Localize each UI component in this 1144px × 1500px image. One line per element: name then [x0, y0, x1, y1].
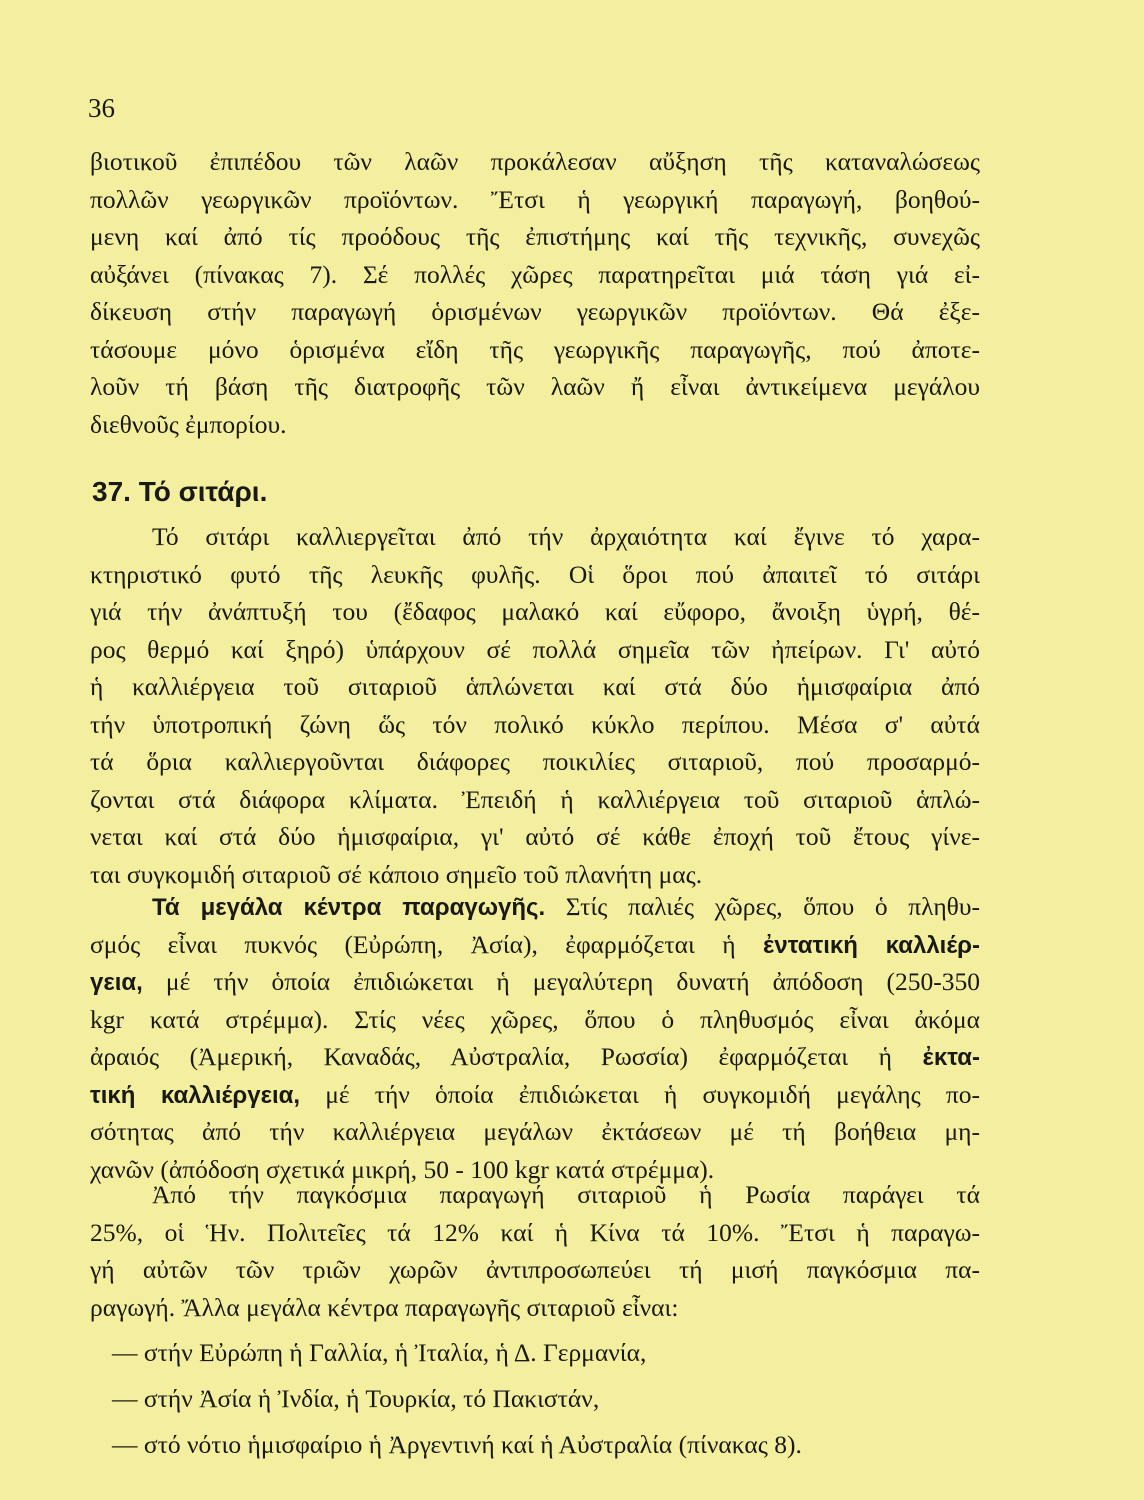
- text-line: γιά τήν ἀνάπτυξή του (ἔδαφος μαλακό καί εὔφορο, ἄνοιξη ὑγρή, θέ-: [90, 597, 980, 626]
- world-production-paragraph: [90, 1176, 980, 1326]
- list-item: — στό νότιο ἡμισφαίριο ἡ Ἀργεντινή καί ἡ Αὐστραλία (πίνακας 8).: [112, 1430, 802, 1459]
- text-line: γή αὐτῶν τῶν τριῶν χωρῶν ἀντιπροσωπεύει τή μισή παγκόσμια πα-: [90, 1255, 980, 1284]
- text-line: λοῦν τή βάση τῆς διατροφῆς τῶν λαῶν ἤ εἶναι ἀντικείμενα μεγάλου: [90, 372, 980, 401]
- bold-term: ἐντατική καλλιέρ-: [763, 931, 980, 959]
- text-line: 25%, οἱ Ἡν. Πολιτεῖες τά 12% καί ἡ Κίνα τά 10%. Ἔτσι ἡ παραγω-: [90, 1217, 980, 1247]
- text-run: μέ τήν ὁποία ἐπιδιώκεται ἡ μεγαλύτερη δυνατή ἀπόδοση (250-350: [142, 967, 980, 996]
- text-line: [90, 963, 980, 1001]
- text-line: διεθνοῦς ἐμπορίου.: [90, 409, 287, 439]
- section-heading: 37. Τό σιτάρι.: [92, 476, 268, 507]
- text-line: [90, 1038, 980, 1076]
- production-paragraph: [90, 888, 980, 1188]
- text-line: τά ὅρια καλλιεργοῦνται διάφορες ποικιλίες σιταριοῦ, πού προσαρμό-: [90, 747, 980, 776]
- text-line: [90, 1076, 980, 1114]
- text-line: πολλῶν γεωργικῶν προϊόντων. Ἔτσι ἡ γεωργική παραγωγή, βοηθού-: [90, 184, 980, 214]
- bold-subheading: Τά μεγάλα κέντρα παραγωγῆς.: [152, 894, 546, 921]
- list-item: — στήν Εὐρώπη ἡ Γαλλία, ἡ Ἰταλία, ἡ Δ. Γερμανία,: [112, 1338, 647, 1367]
- text-run: Στίς παλιές χῶρες, ὅπου ὁ πληθυ-: [545, 892, 980, 921]
- production-centers-list: [90, 1330, 980, 1468]
- text-line: [90, 888, 980, 926]
- text-line: κτηριστικό φυτό τῆς λευκῆς φυλῆς. Οἱ ὅροι πού ἀπαιτεῖ τό σιτάρι: [90, 559, 980, 589]
- bold-term: γεια,: [90, 969, 143, 996]
- text-run: μέ τήν ὁποία ἐπιδιώκεται ἡ συγκομιδή μεγάλης πο-: [300, 1079, 980, 1109]
- bold-term: ἐκτα-: [922, 1044, 980, 1071]
- text-line: τήν ὑποτροπική ζώνη ὥς τόν πολικό κύκλο περίπου. Μέσα σ' αὐτά: [90, 709, 980, 739]
- text-line: ται συγκομιδή σιταριοῦ σέ κάποιο σημεῖο τοῦ πλανήτη μας.: [90, 859, 703, 889]
- text-line: νεται καί στά δύο ἡμισφαίρια, γι' αὐτό σέ κάθε ἐποχή τοῦ ἔτους γίνε-: [90, 822, 980, 851]
- intro-paragraph: [90, 143, 980, 443]
- text-run: σμός εἶναι πυκνός (Εὐρώπη, Ἀσία), ἐφαρμόζεται ἡ: [90, 929, 763, 959]
- text-line: μενη καί ἀπό τίς προόδους τῆς ἐπιστήμης καί τῆς τεχνικῆς, συνεχῶς: [90, 222, 980, 251]
- text-line: [90, 926, 980, 964]
- text-line: Ἀπό τήν παγκόσμια παραγωγή σιταριοῦ ἡ Ρωσία παράγει τά: [152, 1180, 980, 1209]
- text-line: δίκευση στήν παραγωγή ὁρισμένων γεωργικῶν προϊόντων. Θά ἐξε-: [90, 297, 980, 326]
- text-line: αὐξάνει (πίνακας 7). Σέ πολλές χῶρες παρατηρεῖται μιά τάση γιά εἰ-: [90, 259, 980, 289]
- text-line: ραγωγή. Ἄλλα μεγάλα κέντρα παραγωγῆς σιταριοῦ εἶναι:: [90, 1292, 679, 1322]
- text-run: ἀραιός (Ἀμερική, Καναδάς, Αὐστραλία, Ρωσσία) ἐφαρμόζεται ἡ: [90, 1042, 923, 1071]
- text-line: ζονται στά διάφορα κλίματα. Ἐπειδή ἡ καλλιέργεια τοῦ σιταριοῦ ἁπλώ-: [90, 784, 980, 814]
- text-line: χανῶν (ἀπόδοση σχετικά μικρή, 50 - 100 kgr κατά στρέμμα).: [90, 1154, 715, 1184]
- text-line: kgr κατά στρέμμα). Στίς νέες χῶρες, ὅπου ὁ πληθυσμός εἶναι ἀκόμα: [90, 1004, 980, 1034]
- text-line: Τό σιτάρι καλλιεργεῖται ἀπό τήν ἀρχαιότητα καί ἔγινε τό χαρα-: [152, 522, 980, 551]
- wheat-paragraph: [90, 518, 980, 893]
- page-number: 36: [88, 93, 115, 123]
- text-line: ἡ καλλιέργεια τοῦ σιταριοῦ ἁπλώνεται καί στά δύο ἡμισφαίρια ἀπό: [90, 672, 980, 701]
- text-line: βιοτικοῦ ἐπιπέδου τῶν λαῶν προκάλεσαν αὔξηση τῆς καταναλώσεως: [90, 147, 980, 176]
- list-item: — στήν Ἀσία ἡ Ἰνδία, ἡ Τουρκία, τό Πακιστάν,: [112, 1384, 600, 1413]
- bold-term: τική καλλιέργεια,: [90, 1081, 301, 1109]
- text-line: τάσουμε μόνο ὁρισμένα εἴδη τῆς γεωργικῆς παραγωγῆς, πού ἀποτε-: [90, 334, 980, 364]
- text-line: σότητας ἀπό τήν καλλιέργεια μεγάλων ἐκτάσεων μέ τή βοήθεια μη-: [90, 1117, 980, 1146]
- text-line: ρος θερμό καί ξηρό) ὑπάρχουν σέ πολλά σημεῖα τῶν ἠπείρων. Γι' αὐτό: [90, 634, 980, 664]
